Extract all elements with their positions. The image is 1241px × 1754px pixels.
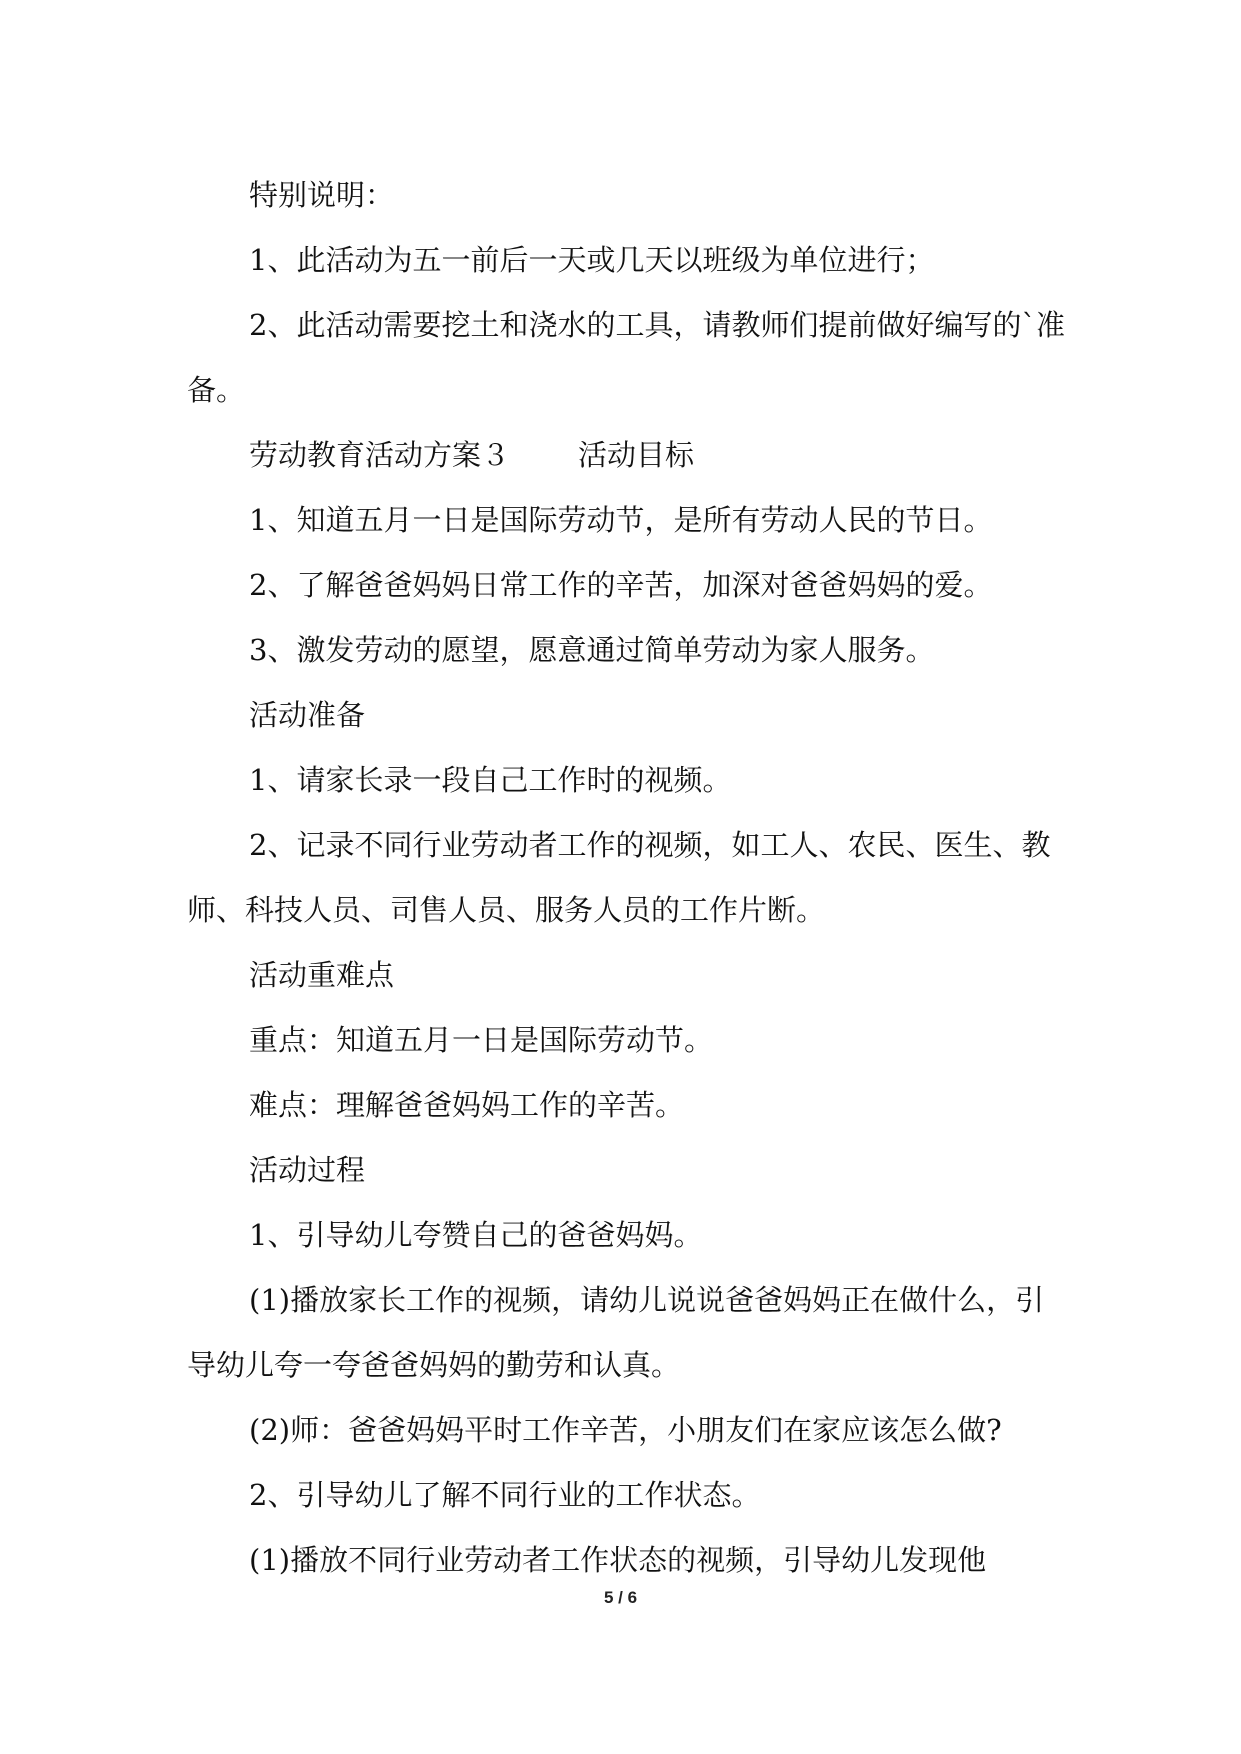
- paragraph-process-2: 2、引导幼儿了解不同行业的工作状态。: [249, 1478, 761, 1512]
- paragraph-difficult-point: 难点：理解爸爸妈妈工作的辛苦。: [249, 1088, 685, 1122]
- document-body: [187, 163, 1067, 1593]
- paragraph-goal-1: 1、知道五月一日是国际劳动节，是所有劳动人民的节日。: [249, 503, 993, 537]
- paragraph-special-note: 特别说明：: [249, 178, 395, 212]
- paragraph-prep-1: 1、请家长录一段自己工作时的视频。: [249, 763, 732, 797]
- paragraph-note-1: 1、此活动为五一前后一天或几天以班级为单位进行；: [249, 243, 935, 277]
- plan-title: 劳动教育活动方案３: [249, 438, 511, 472]
- paragraph-goal-2: 2、了解爸爸妈妈日常工作的辛苦，加深对爸爸妈妈的爱。: [249, 568, 993, 602]
- paragraph-process-1-1: (1)播放家长工作的视频，请幼儿说说爸爸妈妈正在做什么，引导幼儿夸一夸爸爸妈妈的勤劳和认真。: [187, 1283, 1045, 1382]
- paragraph-prep-2: 2、记录不同行业劳动者工作的视频，如工人、农民、医生、教师、科技人员、司售人员、服务人员的工作片断。: [187, 828, 1051, 927]
- paragraph-process-1-2: (2)师：爸爸妈妈平时工作辛苦，小朋友们在家应该怎么做?: [249, 1413, 1002, 1447]
- plan-heading: [187, 423, 1067, 488]
- plan-subtitle: 活动目标: [578, 438, 695, 472]
- section-heading-process: 活动过程: [249, 1153, 366, 1187]
- paragraph-key-point: 重点：知道五月一日是国际劳动节。: [249, 1023, 714, 1057]
- paragraph-process-2-1: (1)播放不同行业劳动者工作状态的视频，引导幼儿发现他: [249, 1543, 987, 1577]
- paragraph-note-2: 2、此活动需要挖土和浇水的工具，请教师们提前做好编写的`准备。: [187, 308, 1065, 407]
- section-heading-preparation: 活动准备: [249, 698, 366, 732]
- page-number: 5 / 6: [603, 1588, 638, 1607]
- paragraph-goal-3: 3、激发劳动的愿望，愿意通过简单劳动为家人服务。: [249, 633, 935, 667]
- paragraph-process-1: 1、引导幼儿夸赞自己的爸爸妈妈。: [249, 1218, 703, 1252]
- section-heading-key-points: 活动重难点: [249, 958, 395, 992]
